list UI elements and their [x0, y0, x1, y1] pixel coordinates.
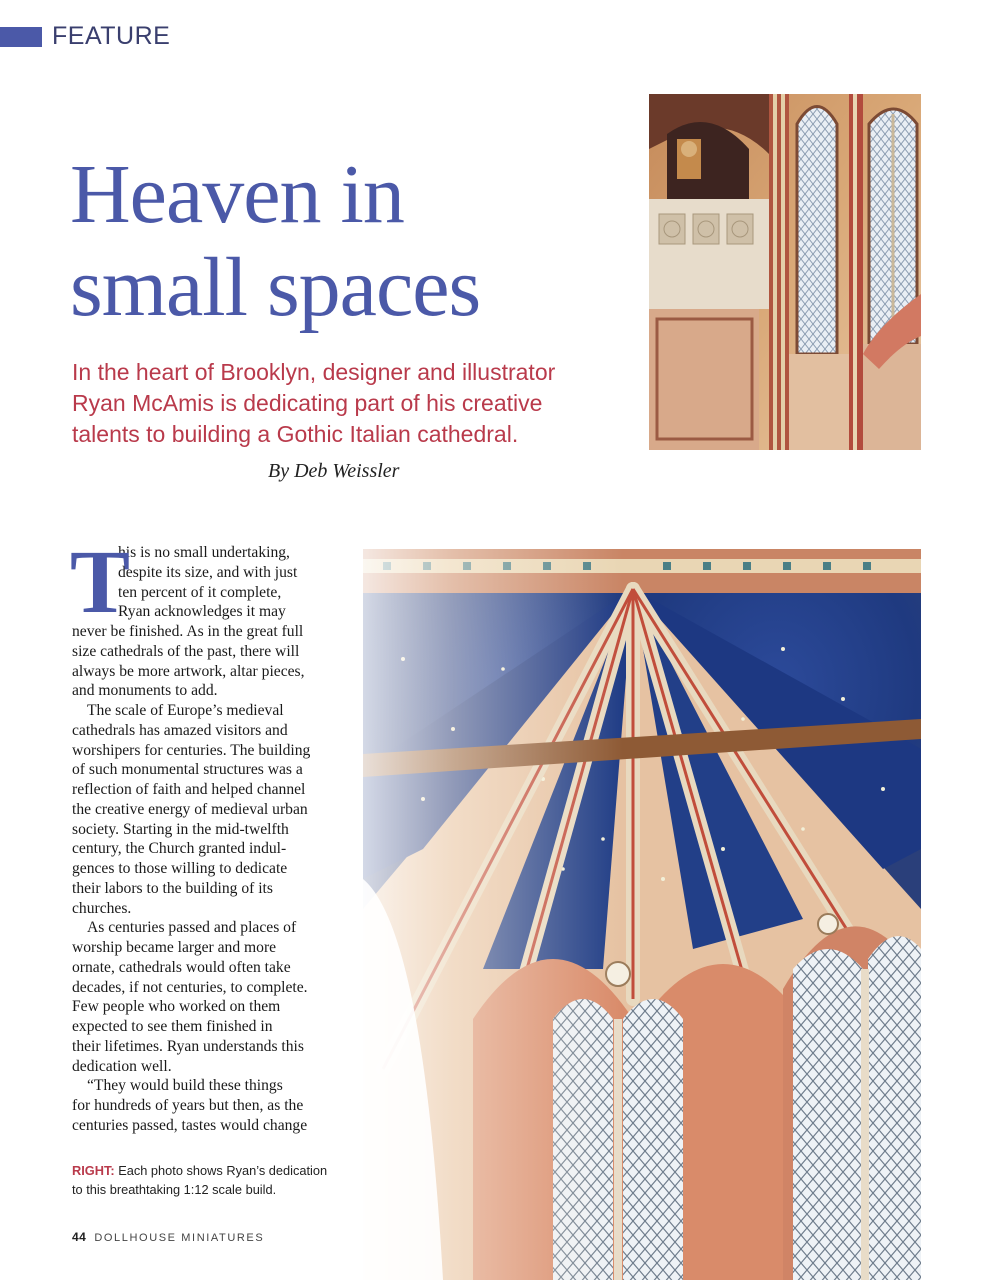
body-line: century, the Church granted indul- [72, 840, 287, 858]
deck-line-1: In the heart of Brooklyn, designer and illustrator [72, 359, 556, 385]
deck-line-3: talents to building a Gothic Italian cathedral. [72, 421, 519, 447]
caption-line-1: Each photo shows Ryan’s dedication [114, 1163, 328, 1178]
body-line: Ryan acknowledges it may [118, 603, 286, 621]
body-line: expected to see them finished in [72, 1018, 273, 1035]
body-line: for hundreds of years but then, as the [72, 1097, 304, 1114]
cathedral-vault-photo [363, 549, 921, 1280]
body-line: size cathedrals of the past, there will [72, 642, 300, 660]
caption-label: RIGHT: [72, 1163, 115, 1178]
body-line: worship became larger and more [72, 939, 277, 956]
body-line: their lifetimes. Ryan understands this [72, 1037, 304, 1055]
body-line: the creative energy of medieval urban [72, 800, 308, 818]
section-label: FEATURE [52, 22, 171, 50]
body-line: and monuments to add. [72, 682, 218, 700]
headline-line-2: small spaces [70, 241, 481, 334]
body-line: society. Starting in the mid-twelfth [72, 820, 289, 838]
body-line: ornate, cathedrals would often take [72, 958, 291, 976]
photo-caption [72, 1161, 357, 1199]
deck-line-2: Ryan McAmis is dedicating part of his creative [72, 390, 543, 416]
body-line: never be finished. As in the great full [72, 623, 304, 640]
body-line: their labors to the building of its [72, 879, 273, 897]
body-line: cathedrals has amazed visitors and [72, 721, 288, 739]
body-line: As centuries passed and places of [87, 919, 297, 937]
body-line: “They would build these things [87, 1077, 283, 1095]
body-line: despite its size, and with just [118, 563, 298, 581]
headline [70, 148, 630, 334]
magazine-name: DOLLHOUSE MINIATURES [94, 1232, 265, 1244]
headline-line-1: Heaven in [70, 148, 404, 241]
body-line: gences to those willing to dedicate [72, 860, 288, 877]
body-line: churches. [72, 899, 132, 917]
body-line: reflection of faith and helped channel [72, 781, 306, 798]
body-line: centuries passed, tastes would change [72, 1116, 308, 1134]
byline: By Deb Weissler [268, 460, 400, 482]
body-line: of such monumental structures was a [72, 761, 303, 779]
body-line: his is no small undertaking, [118, 544, 290, 561]
cathedral-wall-photo [649, 94, 921, 450]
body-line: ten percent of it complete, [118, 583, 282, 601]
page-number: 44 [72, 1230, 87, 1244]
section-color-bar [0, 27, 42, 47]
body-line: worshipers for centuries. The building [72, 741, 311, 759]
body-line: always be more artwork, altar pieces, [72, 662, 305, 680]
body-line: The scale of Europe’s medieval [87, 702, 284, 719]
deck-subheading [72, 357, 647, 450]
caption-line-2: to this breathtaking 1:12 scale build. [72, 1182, 277, 1197]
body-line: Few people who worked on them [72, 998, 281, 1016]
page-footer [72, 1230, 264, 1244]
body-line: decades, if not centuries, to complete. [72, 978, 308, 996]
article-body [70, 533, 340, 1136]
drop-cap: T [70, 533, 131, 632]
body-line: dedication well. [72, 1057, 172, 1075]
